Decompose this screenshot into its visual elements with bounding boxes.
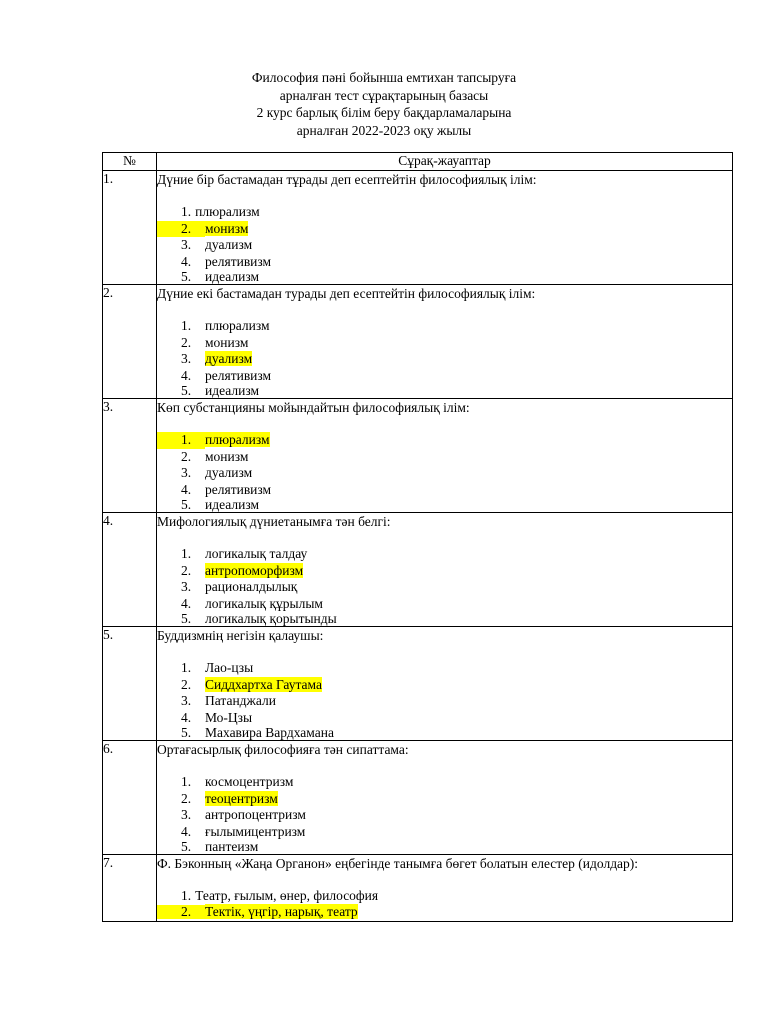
list-item <box>157 449 732 466</box>
list-item <box>157 693 732 710</box>
list-item <box>157 335 732 352</box>
table-header-row <box>103 153 733 171</box>
answer-options <box>157 660 732 740</box>
option-number: 5. <box>181 383 192 398</box>
question-text: Мифологиялық дүниетанымға тән белгі: <box>157 514 391 529</box>
question-cell <box>157 171 733 285</box>
question-number: 4. <box>103 513 157 627</box>
question-number: 1. <box>103 171 157 285</box>
option-number: 1. <box>181 774 192 789</box>
question-text: Буддизмнің негізін қалаушы: <box>157 628 324 643</box>
question-cell <box>157 627 733 741</box>
list-item <box>157 905 732 919</box>
table-row <box>103 855 733 922</box>
option-number: 1. <box>157 432 205 449</box>
option-number: 1. <box>181 546 192 561</box>
table-row <box>103 399 733 513</box>
option-text: дуализм <box>205 237 253 252</box>
option-number: 1. <box>181 204 192 219</box>
option-text: Мо-Цзы <box>205 709 253 725</box>
header-line-3: 2 курс барлық білім беру бақдарламаларына <box>256 105 512 120</box>
option-number: 1. <box>181 888 192 903</box>
option-number: 2. <box>181 676 192 692</box>
correct-answer-text: дуализм <box>205 351 253 366</box>
list-item <box>157 221 732 238</box>
question-number: 7. <box>103 855 157 922</box>
question-number: 5. <box>103 627 157 741</box>
option-text: плюрализм <box>205 318 270 333</box>
correct-answer-text: Сиддхартха Гаутама <box>205 676 322 692</box>
table-row <box>103 285 733 399</box>
list-item <box>157 237 732 254</box>
question-text: Ортағасырлық философияға тән сипаттама: <box>157 742 409 757</box>
column-header-number: № <box>103 153 157 171</box>
question-text: Дүние бір бастамадан тұрады деп есептейтін философиялық ілім: <box>157 172 537 187</box>
option-text: идеализм <box>205 269 260 284</box>
list-item <box>157 351 732 368</box>
option-number: 4. <box>181 481 192 497</box>
option-text: логикалық құрылым <box>205 595 323 611</box>
option-number: 5. <box>181 497 192 512</box>
option-number: 3. <box>181 807 192 822</box>
option-text: антропоцентризм <box>205 807 306 822</box>
table-row <box>103 627 733 741</box>
list-item <box>157 384 732 398</box>
option-text: Театр, ғылым, өнер, философия <box>195 888 379 903</box>
correct-answer-text: плюрализм <box>205 432 270 447</box>
list-item <box>157 318 732 335</box>
list-item <box>157 432 732 449</box>
table-row <box>103 513 733 627</box>
option-text: релятивизм <box>205 481 272 497</box>
correct-answer-text: Тектік, үңгір, нарық, театр <box>205 903 358 919</box>
option-number: 3. <box>181 351 192 366</box>
correct-answer-text: антропоморфизм <box>205 562 304 578</box>
option-number: 2. <box>181 562 192 578</box>
question-text: Ф. Бэконның «Жаңа Органон» еңбегінде танымға бөгет болатын елестер (идолдар): <box>157 856 639 871</box>
option-text: идеализм <box>205 383 260 398</box>
correct-answer-text: монизм <box>205 220 249 236</box>
list-item <box>157 824 732 841</box>
option-text: пантеизм <box>205 839 259 854</box>
option-number: 5. <box>181 839 192 854</box>
correct-answer-text: теоцентризм <box>205 790 278 806</box>
option-number: 2. <box>157 221 205 238</box>
answer-options <box>157 318 732 398</box>
questions-table <box>102 152 733 922</box>
list-item <box>157 270 732 284</box>
header-line-2: арналған тест сұрақтарының базасы <box>279 87 489 103</box>
option-number: 4. <box>181 709 192 725</box>
list-item <box>157 726 732 740</box>
list-item <box>157 579 732 596</box>
list-item <box>157 612 732 626</box>
answer-options <box>157 546 732 626</box>
list-item <box>157 660 732 677</box>
question-text: Дүние екі бастамадан турады деп есептейтін философиялық ілім: <box>157 286 536 301</box>
list-item <box>157 498 732 512</box>
list-item <box>157 546 732 563</box>
option-number: 4. <box>181 595 192 611</box>
option-text: ғылымицентризм <box>205 823 306 839</box>
option-number: 3. <box>181 237 192 252</box>
header-line-1: Философия пәні бойынша емтихан тапсыруға <box>251 70 517 85</box>
option-text: Махавира Вардхамана <box>205 725 334 740</box>
option-number: 3. <box>181 693 192 708</box>
list-item <box>157 774 732 791</box>
question-number: 3. <box>103 399 157 513</box>
option-number: 3. <box>181 465 192 480</box>
question-text: Көп субстанцияны мойындайтын философиялық ілім: <box>157 400 470 415</box>
option-number: 4. <box>181 823 192 839</box>
question-cell <box>157 513 733 627</box>
list-item <box>157 791 732 808</box>
question-cell <box>157 399 733 513</box>
question-cell <box>157 285 733 399</box>
option-number: 2. <box>181 790 192 806</box>
option-number: 5. <box>181 725 192 740</box>
option-text: релятивизм <box>205 253 272 269</box>
option-text: Патанджали <box>205 693 276 708</box>
list-item <box>157 840 732 854</box>
answer-options <box>157 888 732 919</box>
list-item <box>157 677 732 694</box>
table-row <box>103 741 733 855</box>
list-item <box>157 563 732 580</box>
option-text: монизм <box>205 448 249 464</box>
option-text: рационалдылық <box>205 579 298 594</box>
option-number: 1. <box>181 660 192 675</box>
question-cell <box>157 855 733 922</box>
list-item <box>157 368 732 385</box>
list-item <box>157 204 732 221</box>
answer-options <box>157 204 732 284</box>
table-row <box>103 171 733 285</box>
option-number: 1. <box>181 318 192 333</box>
list-item <box>157 596 732 613</box>
question-number: 6. <box>103 741 157 855</box>
list-item <box>157 888 732 905</box>
question-cell <box>157 741 733 855</box>
option-number: 2. <box>181 334 192 350</box>
answer-options <box>157 774 732 854</box>
option-text: логикалық талдау <box>205 546 308 561</box>
option-number: 4. <box>181 253 192 269</box>
option-text: космоцентризм <box>205 774 294 789</box>
document-header <box>0 69 768 139</box>
questions-body <box>103 171 733 922</box>
option-text: релятивизм <box>205 367 272 383</box>
option-number: 5. <box>181 611 192 626</box>
question-number: 2. <box>103 285 157 399</box>
option-number: 2. <box>157 905 205 919</box>
option-number: 2. <box>181 448 192 464</box>
option-text: Лао-цзы <box>205 660 254 675</box>
column-header-qa: Сұрақ-жауаптар <box>157 153 733 171</box>
answer-options <box>157 432 732 512</box>
option-text: плюрализм <box>195 204 260 219</box>
option-number: 4. <box>181 367 192 383</box>
option-text: идеализм <box>205 497 260 512</box>
option-text: монизм <box>205 334 249 350</box>
option-text: логикалық қорытынды <box>205 611 337 626</box>
list-item <box>157 465 732 482</box>
list-item <box>157 482 732 499</box>
option-text: дуализм <box>205 465 253 480</box>
list-item <box>157 807 732 824</box>
header-line-4: арналған 2022-2023 оқу жылы <box>296 122 472 138</box>
option-number: 3. <box>181 579 192 594</box>
list-item <box>157 710 732 727</box>
option-number: 5. <box>181 269 192 284</box>
list-item <box>157 254 732 271</box>
